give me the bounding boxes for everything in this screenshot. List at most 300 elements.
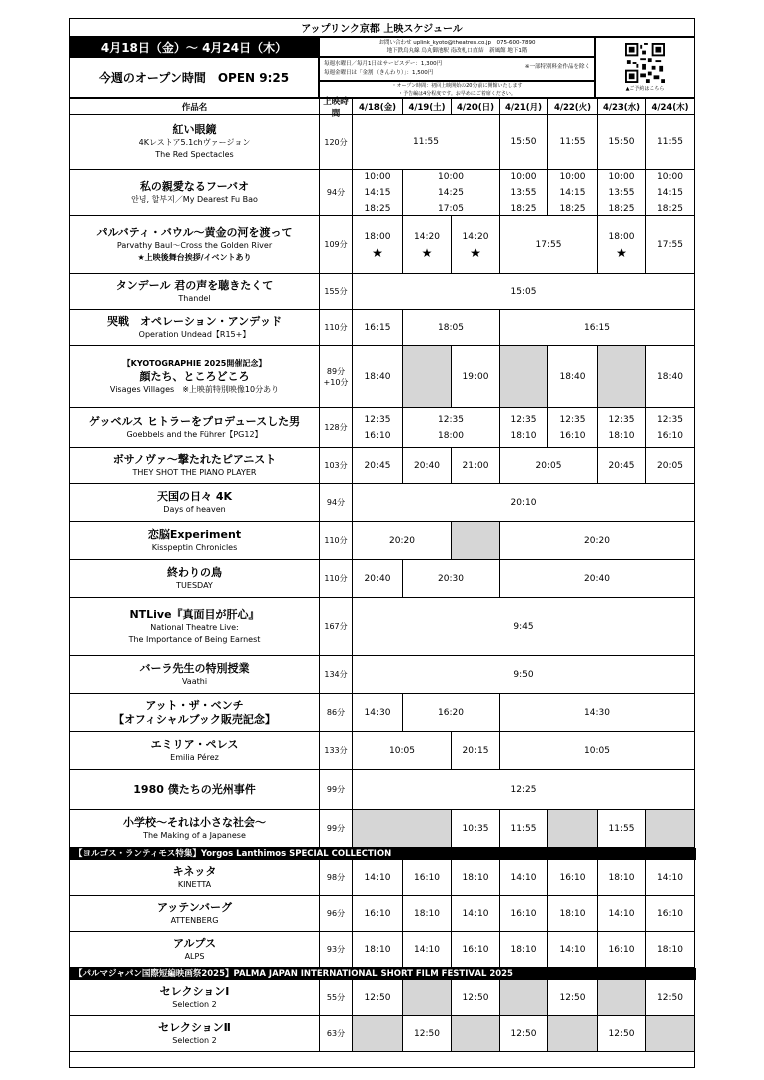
film-title-ja: タンデール 君の声を聴きたくて <box>115 278 274 292</box>
showtime: 12:50 <box>510 1028 537 1039</box>
showtime: 20:20 <box>584 535 610 546</box>
showtime: 12:35 <box>364 414 391 425</box>
showtime: 18:10 <box>414 908 440 919</box>
showtime-cell[interactable] <box>353 115 500 170</box>
showtime-cell[interactable] <box>646 932 694 968</box>
qr-caption: ▲ご予約はこちら <box>625 86 665 92</box>
showtime-cell[interactable] <box>646 346 694 408</box>
showtime: 9:45 <box>513 621 534 632</box>
showtime: 19:00 <box>462 371 489 382</box>
showtime-cell[interactable] <box>452 732 500 770</box>
film-title-ja: 終わりの鳥 <box>167 565 222 579</box>
film-runtime <box>320 408 353 448</box>
runtime-value: 99分 <box>326 824 346 833</box>
stage-greeting-star-icon: ★ <box>616 245 627 260</box>
header-film-title: 作品名 <box>70 99 320 115</box>
showtime-cell[interactable] <box>452 860 500 896</box>
film-runtime <box>320 932 353 968</box>
film-title-en: Days of heaven <box>163 504 226 514</box>
film-title-ja: アット・ザ・ベンチ <box>145 698 244 712</box>
showtime: 18:40 <box>364 371 391 382</box>
showtime: 21:00 <box>462 460 489 471</box>
showtime-cell[interactable] <box>548 115 598 170</box>
no-screening-cell <box>403 980 452 1016</box>
showtime: 14:15 <box>559 187 586 198</box>
film-title-ja: 小学校～それは小さな社会～ <box>123 815 266 829</box>
notice-trailer: ・予告編は4分程度です。お早めにご着席ください。 <box>398 90 516 97</box>
showtime: 17:55 <box>657 239 683 250</box>
showtime-cell[interactable] <box>403 408 500 448</box>
showtime: 18:05 <box>438 322 464 333</box>
film-title-cell <box>70 170 320 216</box>
showtime-cell[interactable] <box>548 932 598 968</box>
runtime-value: 94分 <box>326 188 346 197</box>
film-runtime <box>320 115 353 170</box>
showtime: 12:35 <box>510 414 537 425</box>
showtime: 14:30 <box>584 707 610 718</box>
qr-code-block[interactable] <box>595 37 695 98</box>
qr-code-icon[interactable] <box>625 43 665 83</box>
showtime: 15:50 <box>510 137 537 147</box>
no-screening-cell <box>598 346 646 408</box>
showtime: 12:25 <box>510 784 537 795</box>
showtime-cell[interactable] <box>548 346 598 408</box>
film-title-cell <box>70 484 320 522</box>
no-screening-cell <box>500 346 548 408</box>
film-title-cell <box>70 656 320 694</box>
runtime-value: 167分 <box>324 622 348 631</box>
showtime: 20:30 <box>438 573 464 584</box>
showtime: 18:00 <box>608 231 635 242</box>
showtime-cell[interactable] <box>403 448 452 484</box>
showtime: 12:35 <box>608 414 635 425</box>
film-runtime <box>320 170 353 216</box>
header-date-5: 4/22(火) <box>548 99 598 115</box>
film-title-en: ALPS <box>184 951 205 961</box>
showtime-cell[interactable] <box>500 170 548 216</box>
film-title-ja: アッテンバーグ <box>157 900 232 914</box>
film-runtime <box>320 694 353 732</box>
showtime: 18:10 <box>364 944 391 955</box>
film-title-ja: セレクションⅠ <box>159 984 230 998</box>
showtime-cell[interactable] <box>353 694 403 732</box>
film-title-cell <box>70 598 320 656</box>
header-date-6: 4/23(水) <box>598 99 646 115</box>
showtime-cell[interactable] <box>403 1016 452 1052</box>
runtime-value: 110分 <box>324 574 348 583</box>
film-title-en: The Making of a Japanese <box>143 830 246 840</box>
film-runtime <box>320 522 353 560</box>
runtime-value: 110分 <box>324 323 348 332</box>
showtime: 12:35 <box>559 414 586 425</box>
runtime-value: 155分 <box>324 287 348 296</box>
showtime: 16:10 <box>364 430 391 441</box>
showtime: 14:20 <box>462 231 489 242</box>
showtime-cell[interactable] <box>403 932 452 968</box>
showtime: 20:05 <box>657 460 683 471</box>
showtime-cell[interactable] <box>500 560 694 598</box>
film-title-en: Thandel <box>178 293 211 303</box>
showtime: 10:00 <box>559 171 586 182</box>
showtime: 13:55 <box>608 187 635 198</box>
showtime-cell[interactable] <box>353 980 403 1016</box>
showtime-cell[interactable] <box>353 522 452 560</box>
showtime: 15:50 <box>608 137 635 147</box>
showtime-cell[interactable] <box>646 216 694 274</box>
showtime: 14:15 <box>657 187 683 198</box>
showtime: 11:55 <box>608 823 635 834</box>
showtime-cell[interactable] <box>353 732 452 770</box>
showtime-cell[interactable] <box>500 522 694 560</box>
film-title-en: Kisspeptin Chronicles <box>151 542 238 552</box>
stage-greeting-star-icon: ★ <box>470 245 481 260</box>
showtime-cell[interactable] <box>403 896 452 932</box>
film-title-cell <box>70 732 320 770</box>
showtime-cell[interactable] <box>353 932 403 968</box>
showtime-cell[interactable] <box>353 598 694 656</box>
showtime: 16:15 <box>584 322 610 333</box>
showtime: 12:50 <box>462 992 489 1003</box>
showtime: 20:10 <box>510 497 537 508</box>
film-runtime <box>320 980 353 1016</box>
showtime: 17:55 <box>535 239 562 250</box>
film-title-cell <box>70 346 320 408</box>
showtime: 12:50 <box>657 992 683 1003</box>
showtime-cell[interactable] <box>403 560 500 598</box>
showtime-cell[interactable] <box>353 860 403 896</box>
showtime-cell[interactable] <box>353 170 403 216</box>
showtime-cell[interactable] <box>403 860 452 896</box>
runtime-value: 89分 <box>326 366 346 376</box>
showtime: 10:00 <box>608 171 635 182</box>
film-title-en: THEY SHOT THE PIANO PLAYER <box>132 467 257 477</box>
showtime: 18:25 <box>608 203 635 214</box>
film-title-ja: パルバティ・バウル～黄金の河を渡って <box>96 225 293 239</box>
runtime-value: 93分 <box>326 945 346 954</box>
film-title-cell <box>70 810 320 848</box>
section-banner-lanthimos: 【ヨルゴス・ランティモス特集】Yorgos Lanthimos SPECIAL COLLECTION <box>70 848 696 860</box>
showtime-cell[interactable] <box>500 810 548 848</box>
film-title-cell <box>70 448 320 484</box>
showtime-cell[interactable] <box>598 896 646 932</box>
showtime: 14:25 <box>438 187 464 198</box>
runtime-value: 103分 <box>324 461 348 470</box>
showtime: 10:00 <box>364 171 391 182</box>
showtime-cell[interactable] <box>353 560 403 598</box>
service-info <box>319 57 595 81</box>
showtime-cell[interactable] <box>548 408 598 448</box>
stage-greeting-star-icon: ★ <box>372 245 383 260</box>
film-title-en: Operation Undead【R15+】 <box>138 329 251 339</box>
showtime: 20:45 <box>608 460 635 471</box>
film-title-en: TUESDAY <box>176 580 213 590</box>
film-title-en: The Red Spectacles <box>155 150 234 159</box>
film-runtime <box>320 860 353 896</box>
stage-greeting-star-icon: ★ <box>421 245 433 260</box>
no-screening-cell <box>500 980 548 1016</box>
runtime-value: 133分 <box>324 746 348 755</box>
showtime: 12:50 <box>414 1028 440 1039</box>
showtime-cell[interactable] <box>500 860 548 896</box>
showtime: 14:15 <box>364 187 391 198</box>
header-date-1: 4/18(金) <box>353 99 403 115</box>
film-title-ja: キネッタ <box>172 864 217 878</box>
showtime-cell[interactable] <box>500 115 548 170</box>
showtime-cell[interactable] <box>452 980 500 1016</box>
film-runtime <box>320 810 353 848</box>
showtime: 10:05 <box>389 745 415 756</box>
no-screening-cell <box>452 522 500 560</box>
showtime-cell[interactable] <box>353 274 694 310</box>
showtime-cell[interactable] <box>598 115 646 170</box>
showtime-cell[interactable] <box>452 896 500 932</box>
showtime: 20:20 <box>389 535 415 546</box>
showtime: 16:10 <box>364 908 391 919</box>
showtime: 18:40 <box>657 371 683 382</box>
showtime: 14:10 <box>414 944 440 955</box>
showtime-cell[interactable] <box>452 346 500 408</box>
film-title-ja: 私の親愛なるフーバオ <box>139 179 250 193</box>
showtime-cell[interactable] <box>646 860 694 896</box>
film-subtitle: 안녕, 할부지／My Dearest Fu Bao <box>131 194 258 204</box>
showtime-cell[interactable] <box>353 310 403 346</box>
showtime-cell[interactable] <box>452 448 500 484</box>
showtime-cell[interactable] <box>452 216 500 274</box>
showtime: 16:10 <box>608 944 635 955</box>
film-title-en-2: The Importance of Being Earnest <box>128 634 261 644</box>
contact-address: 地下鉄烏丸線 烏丸御池駅 南改札口直結 新風館 地下1階 <box>386 48 528 54</box>
showtime: 12:50 <box>364 992 391 1003</box>
showtime: 20:05 <box>535 460 562 471</box>
showtime: 10:00 <box>510 171 537 182</box>
film-runtime <box>320 346 353 408</box>
header-date-7: 4/24(木) <box>646 99 694 115</box>
showtime: 13:55 <box>510 187 537 198</box>
showtime: 12:50 <box>608 1028 635 1039</box>
showtime-cell[interactable] <box>548 980 598 1016</box>
film-title-ja: エミリア・ペレス <box>150 737 239 751</box>
showtime-cell[interactable] <box>403 216 452 274</box>
open-time: 今週のオープン時間 OPEN 9:25 <box>69 57 319 98</box>
showtime-cell[interactable] <box>353 770 694 810</box>
runtime-value: 55分 <box>326 993 346 1002</box>
runtime-value: 109分 <box>324 240 348 249</box>
film-title-ja-2: 【オフィシャルブック販売記念】 <box>113 712 276 726</box>
film-title-cell <box>70 896 320 932</box>
film-title-cell <box>70 115 320 170</box>
film-title-cell <box>70 932 320 968</box>
showtime-cell[interactable] <box>500 310 694 346</box>
showtime: 12:35 <box>438 414 464 425</box>
showtime: 18:00 <box>438 430 464 441</box>
film-runtime <box>320 560 353 598</box>
showtime-cell[interactable] <box>646 408 694 448</box>
runtime-value: 96分 <box>326 909 346 918</box>
film-title-cell <box>70 560 320 598</box>
header-runtime: 上映時間 <box>320 99 353 115</box>
no-screening-cell <box>548 1016 598 1052</box>
showtime-cell[interactable] <box>598 932 646 968</box>
runtime-value: 94分 <box>326 498 346 507</box>
showtime-cell[interactable] <box>353 408 403 448</box>
showtime: 20:40 <box>584 573 610 584</box>
showtime-cell[interactable] <box>500 732 694 770</box>
showtime-cell[interactable] <box>598 448 646 484</box>
showtime-cell[interactable] <box>646 448 694 484</box>
showtime: 14:30 <box>364 707 391 718</box>
runtime-value: 63分 <box>326 1029 346 1038</box>
showtime: 10:35 <box>462 823 489 834</box>
showtime-cell[interactable] <box>598 1016 646 1052</box>
film-title-cell <box>70 770 320 810</box>
showtime: 11:55 <box>559 137 586 147</box>
showtime-cell[interactable] <box>598 860 646 896</box>
film-title-en: KINETTA <box>177 879 212 889</box>
showtime-cell[interactable] <box>500 932 548 968</box>
film-title-en: Vaathi <box>181 676 208 686</box>
runtime-value: 99分 <box>326 785 346 794</box>
film-title-ja: 1980 僕たちの光州事件 <box>133 782 256 796</box>
film-runtime <box>320 484 353 522</box>
showtime-cell[interactable] <box>403 310 500 346</box>
showtime-cell[interactable] <box>353 484 694 522</box>
no-screening-cell <box>646 1016 694 1052</box>
no-screening-cell <box>403 346 452 408</box>
showtime-cell[interactable] <box>548 860 598 896</box>
showtime-cell[interactable] <box>598 170 646 216</box>
showtime: 18:10 <box>510 430 537 441</box>
showtime-cell[interactable] <box>500 448 598 484</box>
showtime-cell[interactable] <box>548 896 598 932</box>
runtime-value: 120分 <box>324 137 348 147</box>
film-title-en: Selection 2 <box>172 1035 217 1045</box>
film-prefix: 【KYOTOGRAPHIE 2025開催記念】 <box>122 358 267 368</box>
showtime-cell[interactable] <box>403 694 500 732</box>
showtime: 10:00 <box>657 171 683 182</box>
film-title-en: Selection 2 <box>172 999 217 1009</box>
showtime-cell[interactable] <box>353 896 403 932</box>
showtime-cell[interactable] <box>452 810 500 848</box>
service-note: ※一部特別料金作品を除く <box>524 64 590 70</box>
showtime: 10:00 <box>438 171 464 182</box>
showtime: 16:10 <box>559 872 586 883</box>
showtime-cell[interactable] <box>353 346 403 408</box>
contact-info <box>319 37 595 57</box>
showtime: 16:10 <box>510 908 537 919</box>
showtime-cell[interactable] <box>646 170 694 216</box>
showtime-cell[interactable] <box>548 170 598 216</box>
showtime: 14:10 <box>657 872 683 883</box>
showtime: 11:55 <box>413 137 439 147</box>
film-runtime <box>320 770 353 810</box>
film-title-ja: セレクションⅡ <box>158 1020 231 1034</box>
film-title-cell <box>70 274 320 310</box>
film-runtime <box>320 274 353 310</box>
showtime: 14:10 <box>510 872 537 883</box>
showtime: 20:40 <box>414 460 440 471</box>
runtime-value: 134分 <box>324 670 348 679</box>
film-title-cell <box>70 980 320 1016</box>
film-title-cell <box>70 1016 320 1052</box>
film-title-en: National Theatre Live: <box>150 622 239 632</box>
film-title-cell <box>70 408 320 448</box>
film-title-en: Parvathy Baul～Cross the Golden River <box>116 240 273 250</box>
showtime: 12:50 <box>559 992 586 1003</box>
showtime-cell[interactable] <box>353 656 694 694</box>
no-screening-cell <box>646 810 694 848</box>
showtime: 12:35 <box>657 414 683 425</box>
no-screening-cell <box>548 810 598 848</box>
film-title-en: ATTENBERG <box>170 915 219 925</box>
showtime-cell[interactable] <box>598 810 646 848</box>
showtime: 9:50 <box>513 669 534 680</box>
notice-info <box>319 81 595 98</box>
header-date-3: 4/20(日) <box>452 99 500 115</box>
film-title-ja: 天国の日々 4K <box>156 489 232 503</box>
showtime: 18:10 <box>657 944 683 955</box>
showtime-cell[interactable] <box>403 170 500 216</box>
showtime: 15:05 <box>510 286 537 297</box>
service-day-fri: 毎週金曜日は「金割（きんわり）」：1,500円 <box>324 70 434 76</box>
showtime: 16:10 <box>414 872 440 883</box>
showtime-cell[interactable] <box>500 216 598 274</box>
showtime-cell[interactable] <box>598 216 646 274</box>
showtime-cell[interactable] <box>353 448 403 484</box>
runtime-value: 128分 <box>324 423 348 432</box>
showtime-cell[interactable] <box>598 408 646 448</box>
film-title-en: Goebbels and the Führer【PG12】 <box>126 429 263 439</box>
film-title-ja: ゲッベルス ヒトラーをプロデュースした男 <box>88 414 301 428</box>
showtime-cell[interactable] <box>500 408 548 448</box>
runtime-extra: +10分 <box>323 377 349 387</box>
film-title-ja: ボサノヴァ～撃たれたピアニスト <box>112 452 277 466</box>
showtime-cell[interactable] <box>500 896 548 932</box>
showtime-cell[interactable] <box>500 694 694 732</box>
no-screening-cell <box>598 980 646 1016</box>
showtime-cell[interactable] <box>646 896 694 932</box>
showtime: 14:10 <box>462 908 489 919</box>
showtime: 20:45 <box>364 460 391 471</box>
showtime: 14:10 <box>559 944 586 955</box>
showtime-cell[interactable] <box>353 216 403 274</box>
showtime: 18:25 <box>657 203 683 214</box>
film-title-cell <box>70 216 320 274</box>
showtime: 16:10 <box>657 908 683 919</box>
schedule-title: アップリンク京都 上映スケジュール <box>69 18 695 37</box>
showtime: 17:05 <box>438 203 464 214</box>
notice-open: ・オープン時間：初回上映開始の20分前に開館いたします <box>391 82 523 89</box>
showtime: 11:55 <box>510 823 537 834</box>
film-title-cell <box>70 860 320 896</box>
film-title-en: Emilia Pérez <box>170 752 219 762</box>
showtime-cell[interactable] <box>646 115 694 170</box>
showtime: 16:10 <box>559 430 586 441</box>
showtime: 14:20 <box>414 231 440 242</box>
showtime: 18:25 <box>559 203 586 214</box>
showtime-cell[interactable] <box>452 932 500 968</box>
runtime-value: 86分 <box>326 708 346 717</box>
showtime: 16:20 <box>438 707 464 718</box>
film-runtime <box>320 216 353 274</box>
showtime: 18:10 <box>608 872 635 883</box>
section-banner-palma: 【パルマジャパン国際短編映画祭2025】PALMA JAPAN INTERNATIONAL SHORT FILM FESTIVAL 2025 <box>70 968 696 980</box>
film-title-ja: 哭戦 オペレーション・アンデッド <box>107 314 282 328</box>
showtime-cell[interactable] <box>500 1016 548 1052</box>
film-runtime <box>320 896 353 932</box>
film-runtime <box>320 732 353 770</box>
film-title-cell <box>70 310 320 346</box>
showtime-cell[interactable] <box>646 980 694 1016</box>
